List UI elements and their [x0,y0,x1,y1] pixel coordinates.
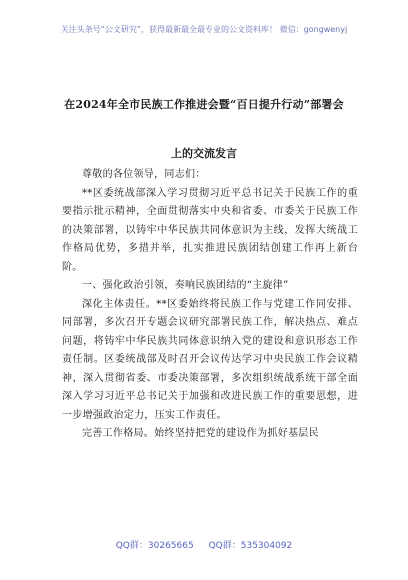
header-banner: 关注头条号“公文研究”，获得最新最全最专业的公文资料库！ 微信：gongwenyj [60,25,348,34]
footer-qq-group-2: QQ群：535304092 [208,541,293,551]
document-title-line-1: 在2024年全市民族工作推进会暨“百日提升行动”部署会 [64,98,344,111]
paragraph-intro: **区委统战部深入学习贯彻习近平总书记关于民族工作的重要指示批示精神，全面贯彻落实中央和省委、市委关于民族工作的决策部署，以铸牢中华民族共同体意识为主线，发挥大统战工作格局优势，多措并举，扎实推进民族团结创建工作再上新台阶。 [62,187,358,273]
salutation: 尊敬的各位领导，同志们： [82,169,206,180]
footer-qq-group-1: QQ群：30265665 [115,541,194,551]
document-body [62,166,358,444]
section-heading-1: 一、强化政治引领，奏响民族团结的“主旋律” [82,280,289,291]
paragraph-responsibility: 深化主体责任。**区委始终将民族工作与党建工作同安排、同部署，多次召开专题会议研究部署民族工作，解决热点、难点问题，将铸牢中华民族共同体意识纳入党的建设和意识形态工作责任制。区委统战部及时召开会议传达学习中央民族工作会议精神，深入贯彻省委、市委决策部署，多次组织统战系统干部全面深入学习习近平总书记关于加强和改进民族工作的重要思想，进一步增强政治定力，压实工作责任。 [62,298,358,421]
paragraph-framework: 完善工作格局。始终坚持把党的建设作为抓好基层民 [82,428,319,439]
footer-contacts [0,538,408,551]
document-title-line-2: 上的交流发言 [171,147,237,160]
